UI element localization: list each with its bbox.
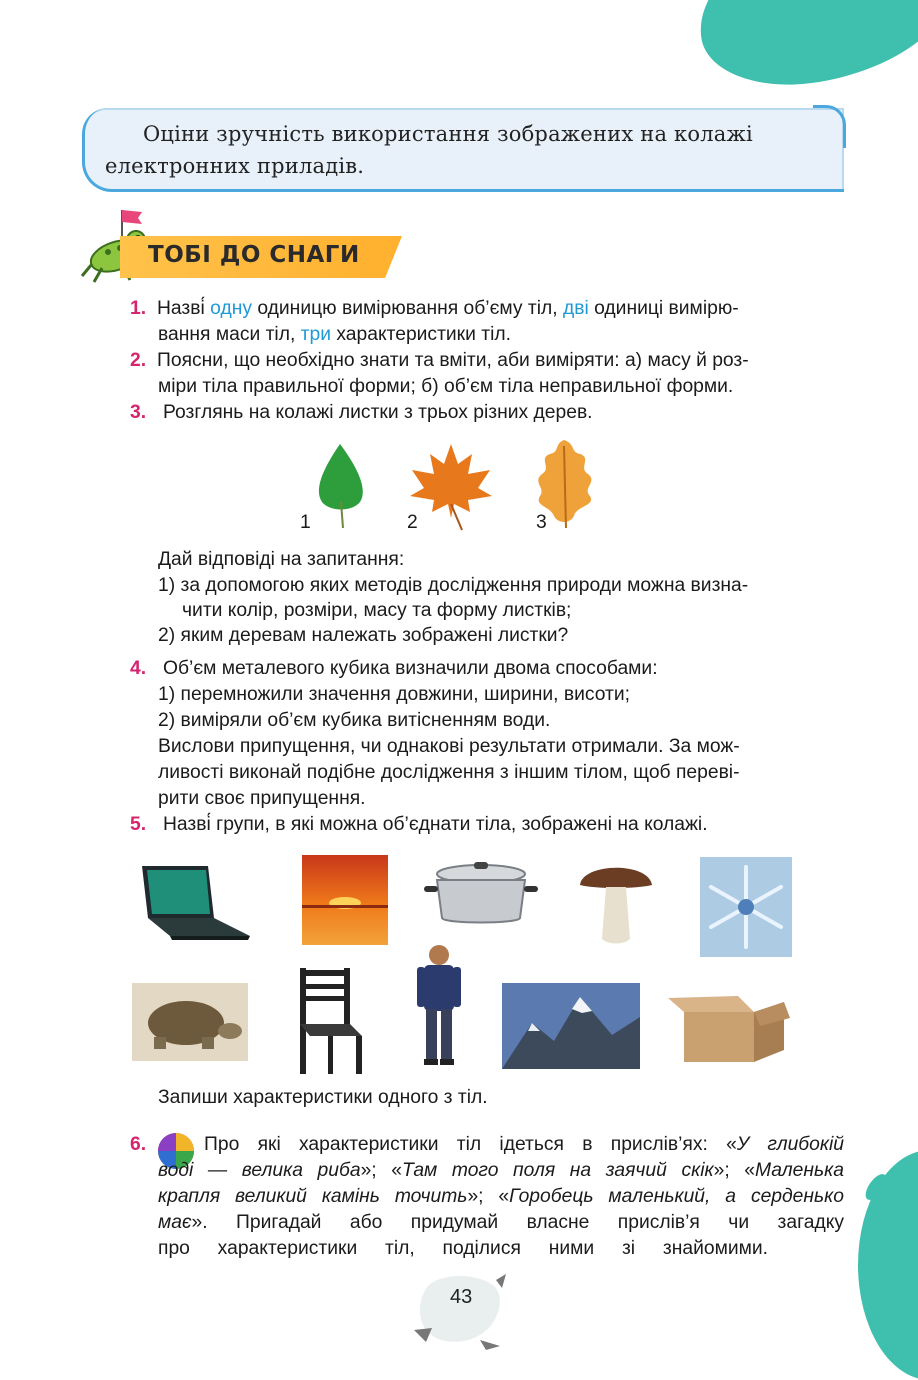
page-number-splash-icon	[410, 1270, 510, 1354]
snowflake-image	[700, 857, 792, 957]
q5-line1	[130, 814, 708, 836]
section-title: ТОБІ ДО СНАГИ	[148, 242, 360, 268]
q4-line1	[130, 658, 658, 680]
cooking-pot-image	[422, 860, 540, 928]
q2-text: Поясни, що необхідно знати та вміти, аби виміряти: а) масу й роз-	[157, 350, 749, 371]
q4-para-line3: рити своє припущення.	[158, 788, 366, 809]
q6-proverb: Там того поля на заячий скік	[401, 1160, 714, 1181]
mushroom-image	[576, 855, 656, 947]
q6-text: »; «	[360, 1160, 402, 1181]
corner-decoration	[689, 0, 918, 97]
tortoise-image	[132, 983, 248, 1061]
q5-after: Запиши характеристики одного з тіл.	[158, 1087, 488, 1108]
q1-text: Назві́	[157, 298, 211, 319]
q6-line3	[158, 1186, 844, 1208]
q6-proverb: У глибокій	[736, 1134, 844, 1155]
q6-proverb: Горобець маленький, а серденько	[509, 1186, 844, 1207]
q6-proverb: має	[158, 1212, 192, 1233]
task-box	[82, 108, 844, 192]
q6-line5: про характеристики тіл, поділися ними зі знайомими.	[158, 1238, 768, 1259]
maple-leaf-image	[406, 438, 496, 534]
birch-leaf-image	[312, 440, 372, 532]
q1-highlight-one: одну	[210, 298, 252, 319]
q2-line1	[130, 350, 749, 372]
chair-image	[292, 964, 370, 1078]
q6-text: »; «	[713, 1160, 756, 1181]
q5-number: 5.	[130, 814, 147, 835]
q3-sub2: 2) яким деревам належать зображені листки?	[158, 625, 569, 646]
leaf-label-1: 1	[300, 512, 311, 533]
q4-text: Об’єм металевого кубика визначили двома способами:	[163, 658, 658, 679]
q5-text: Назві́ групи, в які можна об’єднати тіла, зображені на колажі.	[163, 814, 708, 835]
q6-line2	[158, 1160, 844, 1182]
q6-number: 6.	[130, 1134, 147, 1155]
q4-sub2: 2) виміряли об’єм кубика витісненням води.	[158, 710, 551, 731]
page-number: 43	[450, 1286, 473, 1308]
q1-line2	[158, 324, 511, 346]
cardboard-box-image	[664, 988, 792, 1064]
side-decoration	[858, 1150, 918, 1380]
q3-number: 3.	[130, 402, 147, 423]
q6-line1-text	[204, 1134, 844, 1156]
q1-highlight-two: дві	[562, 298, 589, 319]
q6-text: Про які характеристики тіл ідеться в прислів’ях: «	[204, 1134, 737, 1155]
sunset-image	[302, 855, 388, 945]
q6-text: ». Пригадай або придумай власне прислів’я чи загадку	[191, 1212, 844, 1233]
q1-text: характеристики тіл.	[331, 324, 511, 345]
mountains-image	[502, 983, 640, 1069]
task-text: Оціни зручність використання зображених на колажі електронних приладів.	[105, 122, 753, 178]
corner-decoration-dot	[738, 0, 778, 26]
q3-intro: Дай відповіді на запитання:	[158, 549, 405, 570]
q3-sub1-line2: чити колір, розміри, масу та форму листків;	[182, 600, 572, 621]
q6-proverb: крапля великий камінь точить	[158, 1186, 468, 1207]
q2-line2: міри тіла правильної форми; б) об’єм тіла неправильної форми.	[158, 376, 734, 397]
q4-para-line2: ливості виконай подібне дослідження з іншим тілом, щоб переві-	[158, 762, 740, 783]
q1-text: одиниці вимірю-	[588, 298, 739, 319]
q3-text: Розглянь на колажі листки з трьох різних дерев.	[163, 402, 593, 423]
q6-line1	[130, 1134, 157, 1156]
q4-number: 4.	[130, 658, 147, 679]
q4-para-line1: Вислови припущення, чи однакові результати отримали. За мож-	[158, 736, 740, 757]
q1-text: одиницю вимірювання об’єму тіл,	[252, 298, 563, 319]
q6-proverb: Маленька	[755, 1160, 844, 1181]
q2-number: 2.	[130, 350, 147, 371]
q1-number: 1.	[130, 298, 147, 319]
leaf-label-3: 3	[536, 512, 547, 533]
q6-proverb: воді — велика риба	[158, 1160, 361, 1181]
q3-line1	[130, 402, 593, 424]
q4-sub1: 1) перемножили значення довжини, ширини, висоти;	[158, 684, 631, 705]
q6-line4	[158, 1212, 844, 1234]
q1-line1	[130, 298, 739, 320]
q6-text: »; «	[467, 1186, 510, 1207]
leaf-label-2: 2	[407, 512, 418, 533]
q3-sub1-line1: 1) за допомогою яких методів дослідження природи можна визна-	[158, 575, 749, 596]
q1-highlight-three: три	[300, 324, 331, 345]
laptop-image	[130, 862, 252, 942]
boy-image	[414, 943, 464, 1069]
q1-text: вання маси тіл,	[158, 324, 301, 345]
